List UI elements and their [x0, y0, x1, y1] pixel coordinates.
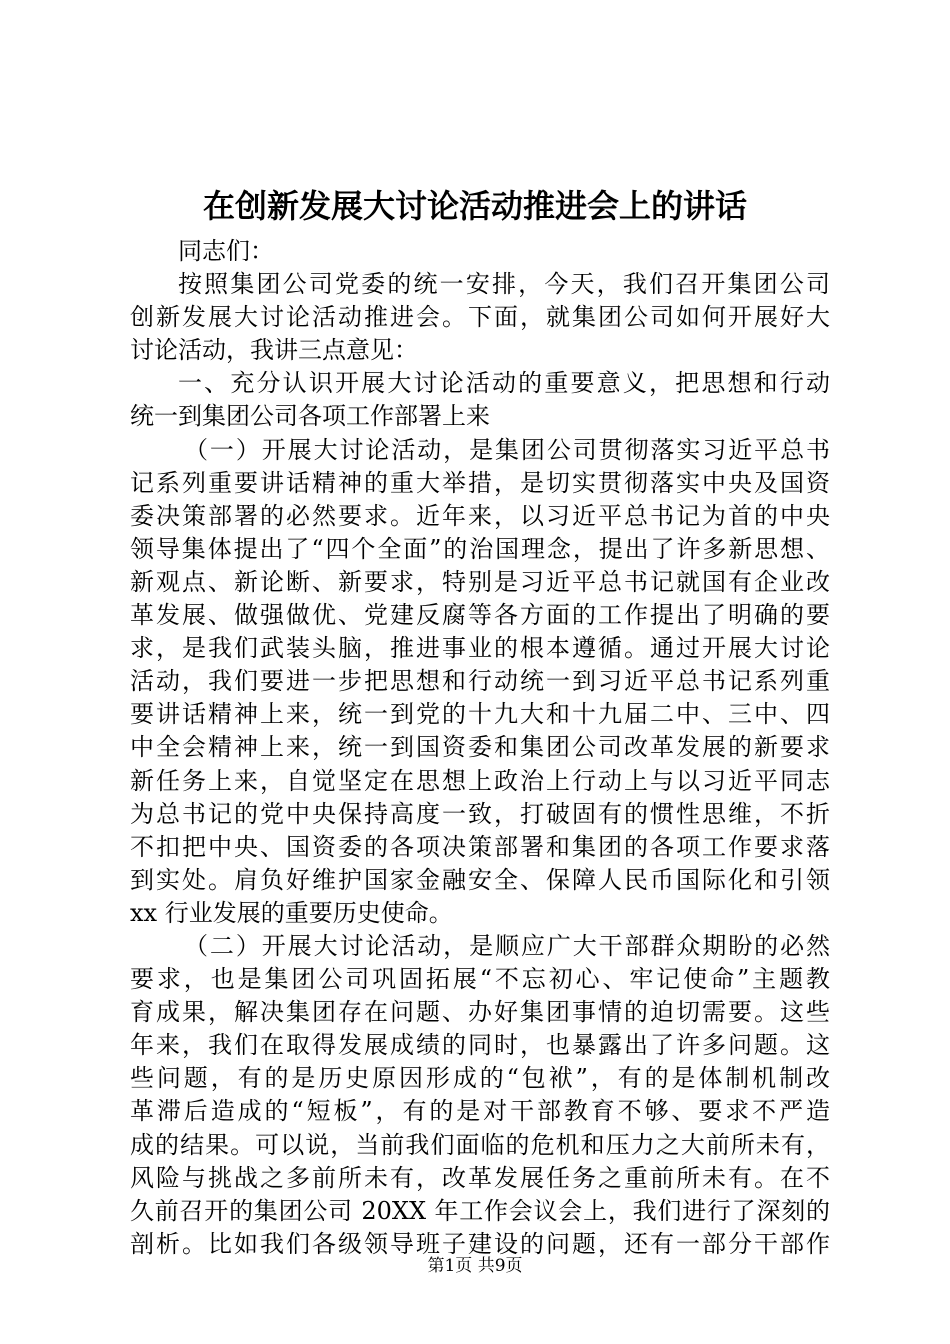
- paragraph-line: 久前召开的集团公司 20XX 年工作会议会上，我们进行了深刻的: [130, 1196, 830, 1225]
- paragraph-line: 年来，我们在取得发展成绩的同时，也暴露出了许多问题。这: [130, 1031, 830, 1060]
- paragraph-line: 风险与挑战之多前所未有，改革发展任务之重前所未有。在不: [130, 1163, 830, 1192]
- paragraph-line: （一）开展大讨论活动，是集团公司贯彻落实习近平总书: [184, 435, 830, 464]
- salutation-line: 同志们：: [178, 237, 274, 265]
- section-heading-line: 统一到集团公司各项工作部署上来: [130, 402, 490, 431]
- paragraph-line: 些问题，有的是历史原因形成的“包袱”，有的是体制机制改: [130, 1064, 830, 1093]
- paragraph-line: 剖析。比如我们各级领导班子建设的问题，还有一部分干部作: [130, 1229, 830, 1258]
- paragraph-line: 新观点、新论断、新要求，特别是习近平总书记就国有企业改: [130, 567, 830, 596]
- document-body: [130, 235, 830, 1261]
- paragraph-line: 创新发展大讨论活动推进会。下面，就集团公司如何开展好大: [130, 303, 830, 332]
- paragraph-line: （二）开展大讨论活动，是顺应广大干部群众期盼的必然: [184, 931, 830, 960]
- paragraph-line: 中全会精神上来，统一到国资委和集团公司改革发展的新要求: [130, 733, 830, 762]
- paragraph-line: 委决策部署的必然要求。近年来，以习近平总书记为首的中央: [130, 501, 830, 530]
- page-footer: 第1页 共9页: [427, 1256, 523, 1276]
- paragraph-line: 新任务上来，自觉坚定在思想上政治上行动上与以习近平同志: [130, 766, 830, 795]
- paragraph-line: xx 行业发展的重要历史使命。: [130, 898, 453, 927]
- paragraph-line: 要讲话精神上来，统一到党的十九大和十九届二中、三中、四: [130, 700, 830, 729]
- paragraph-line: 求，是我们武装头脑，推进事业的根本遵循。通过开展大讨论: [130, 634, 830, 663]
- paragraph-line: 按照集团公司党委的统一安排，今天，我们召开集团公司: [178, 270, 830, 299]
- paragraph-line: 记系列重要讲话精神的重大举措，是切实贯彻落实中央及国资: [130, 468, 830, 497]
- document-title: 在创新发展大讨论活动推进会上的讲话: [202, 187, 747, 225]
- paragraph-line: 育成果，解决集团存在问题、办好集团事情的迫切需要。这些: [130, 998, 830, 1027]
- paragraph-line: 讨论活动，我讲三点意见：: [130, 336, 418, 365]
- paragraph-line: 为总书记的党中央保持高度一致，打破固有的惯性思维，不折: [130, 799, 830, 828]
- paragraph-line: 活动，我们要进一步把思想和行动统一到习近平总书记系列重: [130, 667, 830, 696]
- section-heading-line: 一、充分认识开展大讨论活动的重要意义，把思想和行动: [178, 369, 830, 398]
- paragraph-line: 革发展、做强做优、党建反腐等各方面的工作提出了明确的要: [130, 601, 830, 630]
- paragraph-line: 领导集体提出了“四个全面”的治国理念，提出了许多新思想、: [130, 534, 830, 563]
- paragraph-line: 革滞后造成的“短板”，有的是对干部教育不够、要求不严造: [130, 1097, 830, 1126]
- paragraph-line: 要求，也是集团公司巩固拓展“不忘初心、牢记使命”主题教: [130, 965, 830, 994]
- paragraph-line: 成的结果。可以说，当前我们面临的危机和压力之大前所未有，: [130, 1130, 830, 1159]
- paragraph-line: 到实处。肩负好维护国家金融安全、保障人民币国际化和引领: [130, 865, 830, 894]
- paragraph-line: 不扣把中央、国资委的各项决策部署和集团的各项工作要求落: [130, 832, 830, 861]
